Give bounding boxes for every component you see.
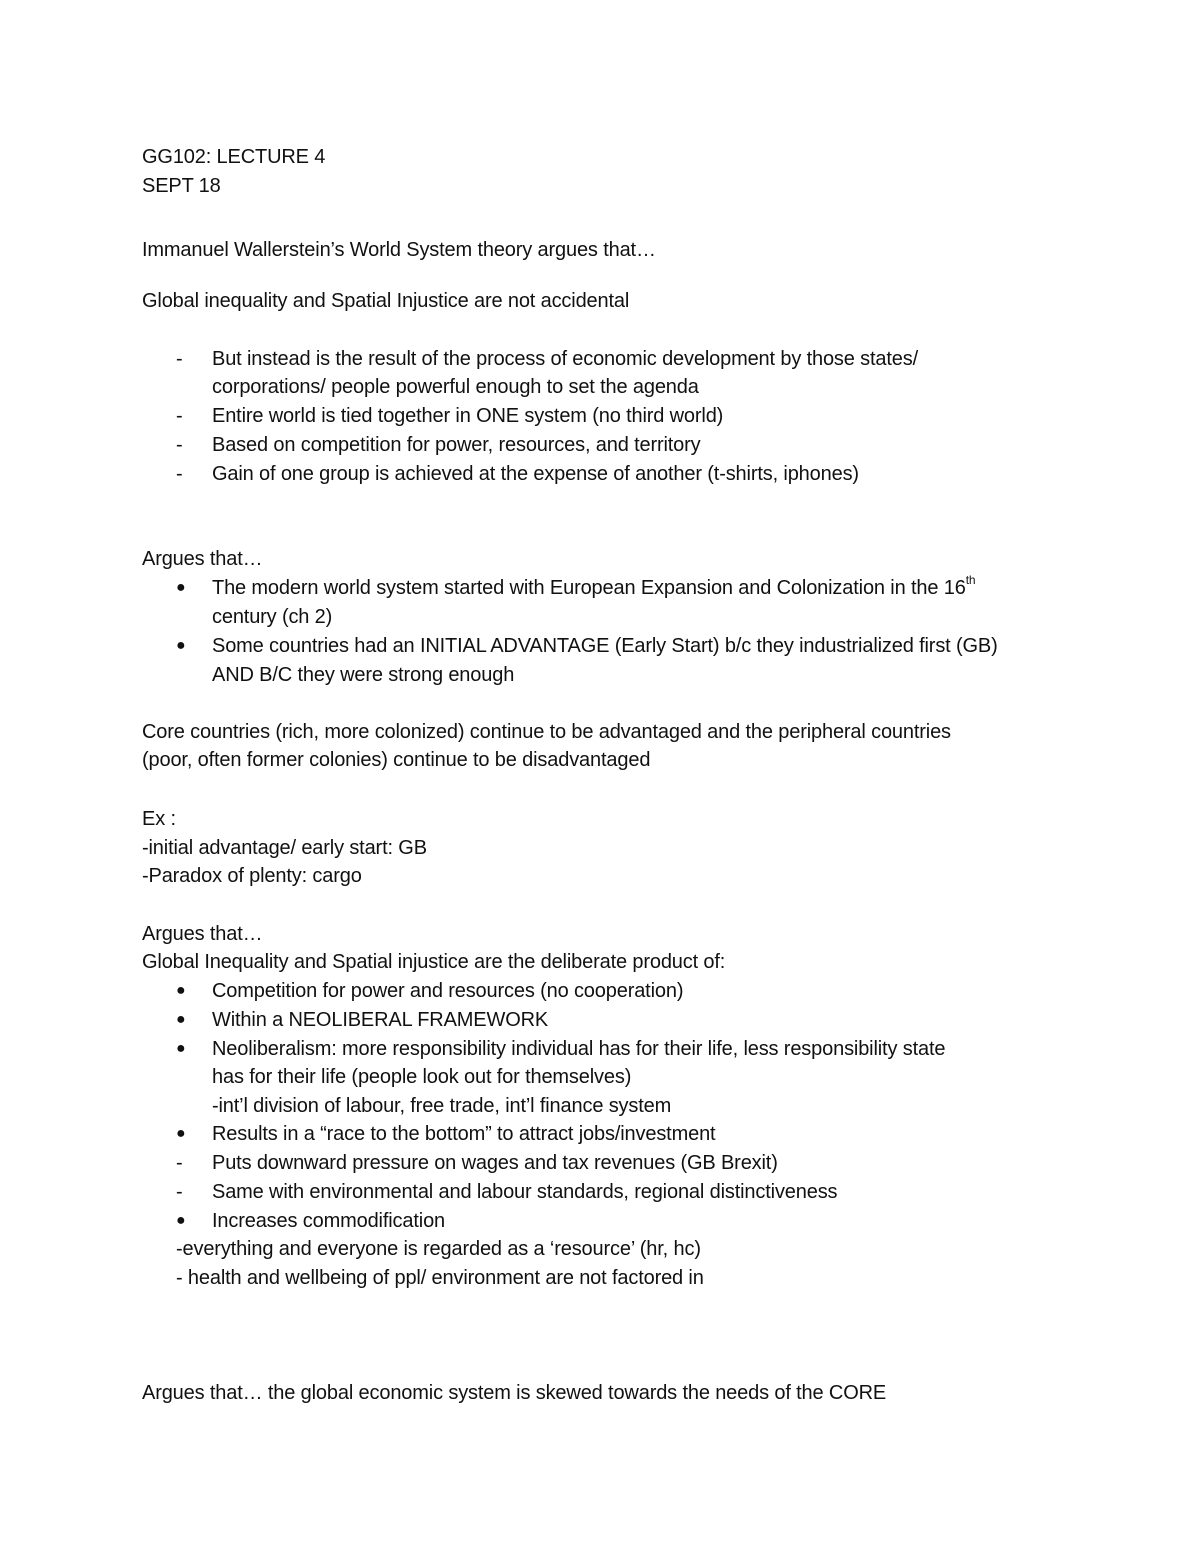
list-item-continuation: has for their life (people look out for themselves) — [212, 1066, 632, 1088]
dash-marker: - — [176, 1152, 183, 1174]
argues-heading: Argues that… — [142, 923, 263, 945]
list-item: Same with environmental and labour standards, regional distinctiveness — [212, 1181, 838, 1203]
list-item — [212, 574, 975, 602]
thesis-line: Global inequality and Spatial Injustice are not accidental — [142, 290, 630, 312]
list-item-text: The modern world system started with European Expansion and Colonization in the 16 — [212, 577, 966, 599]
list-item: But instead is the result of the process of economic development by those states/ — [212, 348, 919, 370]
list-item: Increases commodification — [212, 1210, 446, 1232]
dash-marker: - — [176, 434, 183, 456]
sub-item: - health and wellbeing of ppl/ environment are not factored in — [176, 1267, 704, 1289]
bullet-marker: ● — [176, 982, 186, 999]
paragraph-line: Core countries (rich, more colonized) continue to be advantaged and the peripheral countries — [142, 721, 951, 743]
dash-marker: - — [176, 1181, 183, 1203]
list-item: Some countries had an INITIAL ADVANTAGE (Early Start) b/c they industrialized first (GB) — [212, 635, 998, 657]
example-item: -initial advantage/ early start: GB — [142, 837, 427, 859]
superscript: th — [965, 573, 976, 588]
paragraph-line: Global Inequality and Spatial injustice are the deliberate product of: — [142, 951, 726, 973]
bullet-marker: ● — [176, 579, 186, 596]
list-item: Entire world is tied together in ONE system (no third world) — [212, 405, 724, 427]
intro-line: Immanuel Wallerstein’s World System theory argues that… — [142, 239, 656, 261]
list-item-continuation: century (ch 2) — [212, 606, 333, 628]
closing-line: Argues that… the global economic system is skewed towards the needs of the CORE — [142, 1382, 887, 1404]
lecture-date: SEPT 18 — [142, 175, 221, 197]
list-item-continuation: AND B/C they were strong enough — [212, 664, 515, 686]
list-item: Puts downward pressure on wages and tax revenues (GB Brexit) — [212, 1152, 778, 1174]
dash-marker: - — [176, 405, 183, 427]
example-item: -Paradox of plenty: cargo — [142, 865, 362, 887]
bullet-marker: ● — [176, 1011, 186, 1028]
dash-marker: - — [176, 348, 183, 370]
list-item: Competition for power and resources (no cooperation) — [212, 980, 684, 1002]
paragraph-line: (poor, often former colonies) continue to be disadvantaged — [142, 749, 651, 771]
bullet-marker: ● — [176, 1040, 186, 1057]
argues-heading: Argues that… — [142, 548, 263, 570]
examples-label: Ex : — [142, 808, 176, 830]
bullet-marker: ● — [176, 1212, 186, 1229]
list-item-continuation: corporations/ people powerful enough to set the agenda — [212, 376, 699, 398]
bullet-marker: ● — [176, 637, 186, 654]
dash-marker: - — [176, 463, 183, 485]
sub-item: -everything and everyone is regarded as a ‘resource’ (hr, hc) — [176, 1238, 701, 1260]
list-item: Results in a “race to the bottom” to attract jobs/investment — [212, 1123, 716, 1145]
list-item: Gain of one group is achieved at the expense of another (t-shirts, iphones) — [212, 463, 859, 485]
list-item: Within a NEOLIBERAL FRAMEWORK — [212, 1009, 549, 1031]
course-title: GG102: LECTURE 4 — [142, 146, 326, 168]
list-item: Neoliberalism: more responsibility individual has for their life, less responsibility state — [212, 1038, 946, 1060]
bullet-marker: ● — [176, 1125, 186, 1142]
list-item: Based on competition for power, resources, and territory — [212, 434, 701, 456]
list-item-continuation: -int’l division of labour, free trade, int’l finance system — [212, 1095, 672, 1117]
